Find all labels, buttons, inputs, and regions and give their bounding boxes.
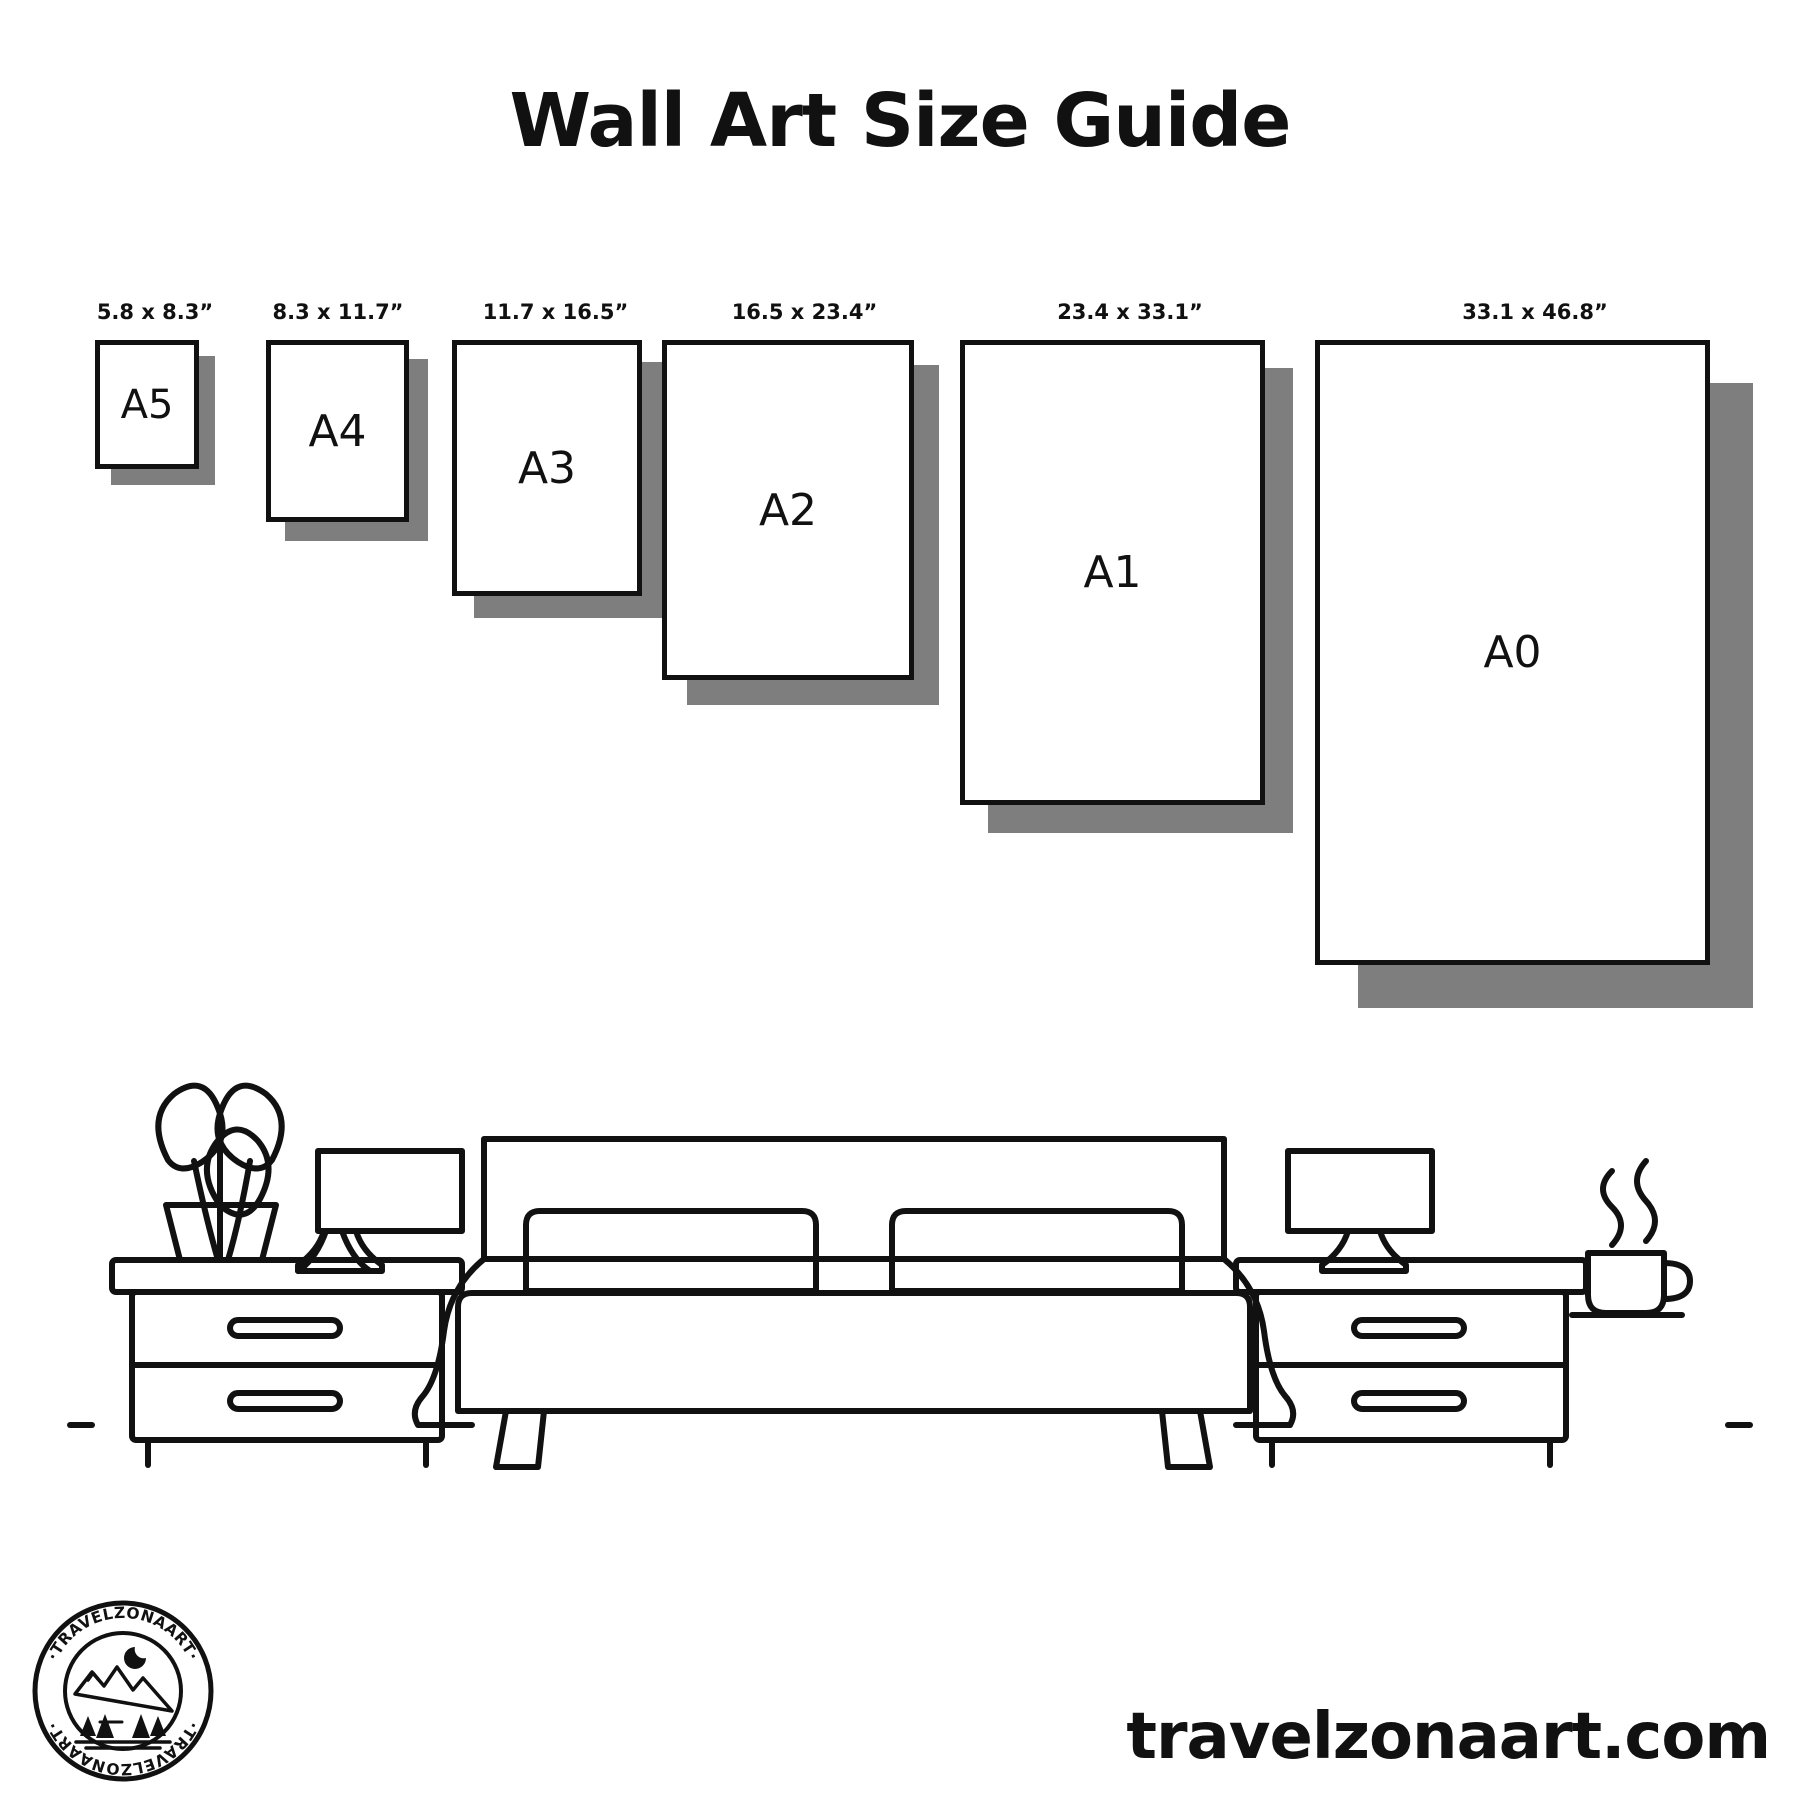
frame-label-a1: A1 — [1083, 547, 1142, 598]
frame-a2 — [662, 340, 947, 730]
frame-label-a2: A2 — [758, 484, 818, 536]
size-caption-a2: 16.5 x 23.4” — [731, 300, 878, 324]
bedroom-illustration — [60, 975, 1760, 1535]
size-caption-a3: 11.7 x 16.5” — [482, 300, 629, 324]
logo-outer-ring — [35, 1603, 211, 1779]
frame-a1 — [960, 340, 1300, 850]
frame-a4 — [266, 340, 426, 545]
page-title: Wall Art Size Guide — [509, 78, 1291, 164]
coffee-cup — [1572, 1161, 1690, 1315]
table-lamp-left — [298, 1151, 462, 1271]
size-caption-a1: 23.4 x 33.1” — [1057, 300, 1203, 324]
nightstand-right — [1236, 1260, 1586, 1465]
website-url: travelzonaart.com — [1126, 1700, 1770, 1774]
frame-label-a3: A3 — [517, 442, 577, 494]
frame-label-a5: A5 — [120, 381, 174, 428]
frame-box-a4 — [266, 340, 409, 522]
frame-box-a0 — [1315, 340, 1710, 965]
frame-box-a1 — [960, 340, 1265, 805]
frame-label-a0: A0 — [1483, 627, 1542, 678]
size-caption-a4: 8.3 x 11.7” — [272, 300, 404, 324]
frame-a3 — [452, 340, 667, 625]
size-caption-a0: 33.1 x 46.8” — [1462, 300, 1608, 324]
logo-ring-text-top: ·TRAVELZONAART· — [43, 1603, 203, 1664]
size-caption-a5: 5.8 x 8.3” — [96, 300, 214, 324]
table-lamp-right — [1288, 1151, 1432, 1271]
logo-ring-text-bottom: ·TRAVELZONAART· — [43, 1718, 203, 1779]
frame-a0 — [1315, 340, 1755, 1020]
nightstand-left — [112, 1260, 462, 1465]
frame-label-a4: A4 — [308, 405, 367, 457]
bed — [415, 1139, 1293, 1467]
frame-box-a5 — [95, 340, 199, 469]
mountain-lake-moon-icon — [75, 1647, 172, 1748]
frame-box-a2 — [662, 340, 914, 680]
frame-a5 — [95, 340, 215, 485]
plant-vase — [158, 1086, 281, 1260]
brand-logo — [28, 1596, 218, 1786]
frame-box-a3 — [452, 340, 642, 596]
